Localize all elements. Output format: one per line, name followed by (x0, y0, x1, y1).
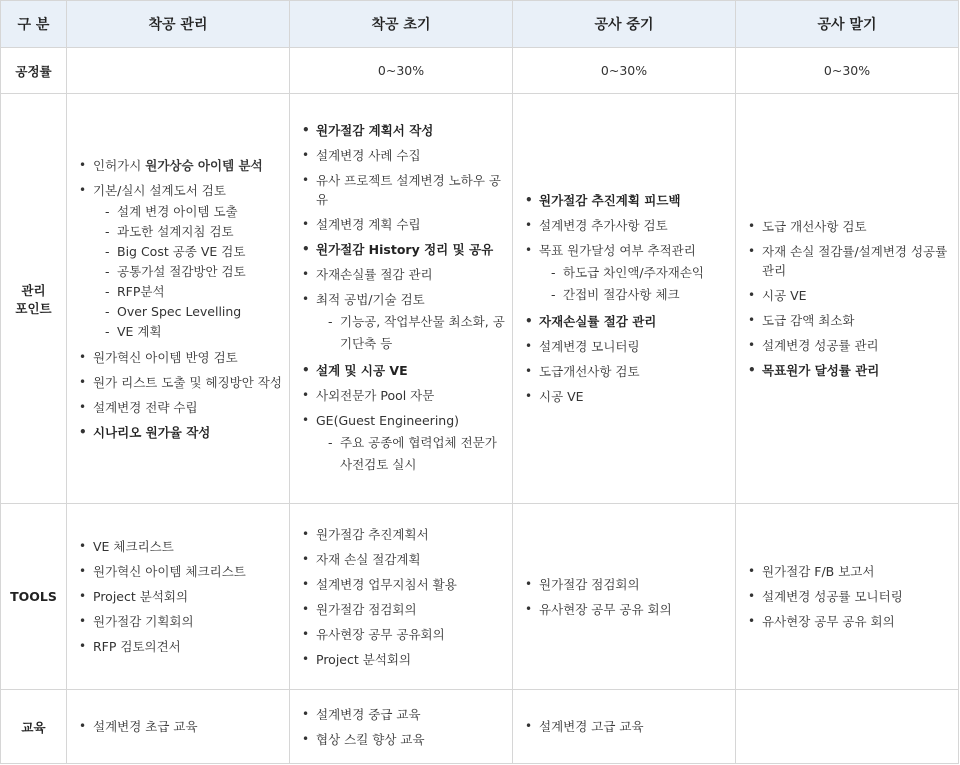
list-item: • 원가절감 F/B 보고서 (748, 562, 958, 581)
sub-list-item: - 설계 변경 아이템 도출 (105, 202, 289, 222)
education-phase1-list (67, 705, 289, 748)
list-item: • VE 체크리스트 (79, 537, 289, 556)
item-emphasis: 설계 및 시공 VE (316, 363, 408, 378)
education-phase2-list (290, 693, 512, 761)
education-phase4-list (736, 721, 958, 733)
progress-phase2: 0~30% (290, 48, 513, 94)
points-phase4-list (736, 205, 958, 392)
sub-list (539, 262, 735, 306)
list-item (525, 337, 735, 356)
list-item: • 설계변경 중급 교육 (302, 705, 512, 724)
list-item (748, 286, 958, 305)
header-row (1, 1, 959, 48)
list-item: • 자재 손실 절감계획 (302, 550, 512, 569)
list-item (302, 361, 512, 380)
list-item (79, 373, 289, 392)
item-text: 자재 손실 절감률/설계변경 성공률 관리 (762, 244, 948, 278)
list-item (302, 386, 512, 405)
item-text: 자재손실률 절감 관리 (316, 267, 433, 282)
progress-phase3: 0~30% (513, 48, 736, 94)
list-item (302, 290, 512, 355)
item-text: 시공 VE (539, 389, 584, 404)
tools-phase2 (290, 504, 513, 690)
list-item: • 원가혁신 아이템 체크리스트 (79, 562, 289, 581)
list-item: • 협상 스킬 향상 교육 (302, 730, 512, 749)
item-text: 설계변경 성공률 관리 (762, 338, 879, 353)
item-emphasis: 원가절감 계획서 작성 (316, 123, 434, 138)
points-label-line2: 포인트 (15, 300, 52, 316)
item-text: 도급 개선사항 검토 (762, 219, 867, 234)
list-item: • Project 분석회의 (302, 650, 512, 669)
item-emphasis: 목표원가 달성률 관리 (762, 363, 880, 378)
item-text: 원가혁신 아이템 반영 검토 (93, 349, 238, 365)
item-text: GE(Guest Engineering) (316, 413, 460, 428)
item-text: 최적 공법/기술 검토 (316, 292, 425, 307)
list-item (79, 398, 289, 417)
item-text: 설계변경 전략 수립 (93, 399, 198, 415)
education-phase3-list (513, 705, 735, 748)
list-item (302, 265, 512, 284)
item-text: 설계변경 계획 수립 (316, 217, 421, 232)
sub-list (316, 311, 512, 355)
header-phase-mid: 공사 중기 (513, 1, 736, 48)
item-emphasis: 자재손실률 절감 관리 (539, 314, 657, 329)
tools-phase1 (67, 504, 290, 690)
sub-list-item: - Big Cost 공종 VE 검토 (105, 242, 289, 262)
progress-row (1, 48, 959, 94)
education-phase4 (736, 690, 959, 764)
points-row-label (1, 94, 67, 504)
header-phase-late: 공사 말기 (736, 1, 959, 48)
list-item (302, 171, 512, 209)
sub-list-item: - VE 계획 (105, 322, 289, 342)
points-phase1 (67, 94, 290, 504)
list-item: • 설계변경 성공률 모니터링 (748, 587, 958, 606)
list-item (302, 121, 512, 140)
progress-row-label: 공정률 (1, 48, 67, 94)
sub-list-item: - 과도한 설계지침 검토 (105, 222, 289, 242)
list-item: • 설계변경 업무지침서 활용 (302, 575, 512, 594)
sub-list-item: - RFP분석 (105, 282, 289, 302)
list-item: • Project 분석회의 (79, 587, 289, 606)
education-phase2 (290, 690, 513, 764)
item-text: 기본/실시 설계도서 검토 (93, 182, 226, 198)
education-row-label: 교육 (1, 690, 67, 764)
points-phase3-list (513, 179, 735, 418)
list-item: • 유사현장 공무 공유 회의 (525, 600, 735, 619)
list-item: • RFP 검토의견서 (79, 637, 289, 656)
item-text: 원가 리스트 도출 및 헤징방안 작성 (93, 374, 282, 390)
tools-phase3-list (513, 563, 735, 631)
points-phase2 (290, 94, 513, 504)
list-item (748, 336, 958, 355)
list-item (302, 146, 512, 165)
list-item (79, 423, 289, 442)
item-text: 설계변경 사례 수집 (316, 148, 421, 163)
list-item (748, 311, 958, 330)
tools-phase3 (513, 504, 736, 690)
item-emphasis: 원가절감 History 정리 및 공유 (316, 242, 494, 257)
list-item: • 유사현장 공무 공유 회의 (748, 612, 958, 631)
points-phase1-list (67, 144, 289, 454)
list-item (525, 387, 735, 406)
list-item: • 유사현장 공무 공유회의 (302, 625, 512, 644)
item-text: 사외전문가 Pool 자문 (316, 388, 435, 403)
tools-phase1-list (67, 525, 289, 668)
item-text: 인허가시 (93, 157, 146, 173)
sub-list (316, 432, 512, 476)
points-phase2-list (290, 109, 512, 488)
list-item: • 원가절감 점검회의 (302, 600, 512, 619)
list-item (302, 215, 512, 234)
tools-phase4 (736, 504, 959, 690)
progress-phase1 (67, 48, 290, 94)
sub-list-item: - 주요 공종에 협력업체 전문가 사전검토 실시 (328, 432, 512, 476)
sub-list-item: - 기능공, 작업부산물 최소화, 공기단축 등 (328, 311, 512, 355)
list-item: • 설계변경 고급 교육 (525, 717, 735, 736)
list-item (302, 240, 512, 259)
list-item: • 원가절감 기획회의 (79, 612, 289, 631)
item-text: 설계변경 모니터링 (539, 339, 640, 354)
list-item (79, 156, 289, 175)
list-item (525, 191, 735, 210)
points-phase4 (736, 94, 959, 504)
sub-list-item: - Over Spec Levelling (105, 302, 289, 322)
points-label-line1: 관리 (21, 282, 46, 298)
header-category: 구 분 (1, 1, 67, 48)
list-item (525, 312, 735, 331)
education-row (1, 690, 959, 764)
item-emphasis: 원가상승 아이템 분석 (145, 157, 263, 173)
sub-list-item: - 간접비 절감사항 체크 (551, 284, 735, 306)
item-text: 목표 원가달성 여부 추적관리 (539, 243, 696, 258)
education-phase3 (513, 690, 736, 764)
education-phase1 (67, 690, 290, 764)
sub-list-item: - 공통가설 절감방안 검토 (105, 262, 289, 282)
list-item (748, 242, 958, 280)
tools-phase2-list (290, 513, 512, 681)
tools-row (1, 504, 959, 690)
list-item: • 원가절감 점검회의 (525, 575, 735, 594)
item-emphasis: 원가절감 추진계획 피드백 (539, 193, 681, 208)
list-item: • 설계변경 초급 교육 (79, 717, 289, 736)
header-phase-construction-management: 착공 관리 (67, 1, 290, 48)
item-text: 도급 감액 최소화 (762, 313, 855, 328)
list-item (525, 216, 735, 235)
item-text: 설계변경 추가사항 검토 (539, 218, 668, 233)
item-text: 시공 VE (762, 288, 807, 303)
item-text: 도급개선사항 검토 (539, 364, 640, 379)
list-item (302, 411, 512, 476)
item-emphasis: 시나리오 원가율 작성 (93, 424, 211, 440)
list-item (79, 348, 289, 367)
tools-row-label: TOOLS (1, 504, 67, 690)
points-row (1, 94, 959, 504)
item-text: 유사 프로젝트 설계변경 노하우 공유 (316, 173, 501, 207)
list-item (748, 217, 958, 236)
list-item (525, 362, 735, 381)
progress-phase4: 0~30% (736, 48, 959, 94)
list-item: • 원가절감 추진계획서 (302, 525, 512, 544)
list-item (748, 361, 958, 380)
list-item (79, 181, 289, 342)
sub-list (93, 202, 289, 342)
list-item (525, 241, 735, 306)
points-phase3 (513, 94, 736, 504)
header-phase-early: 착공 초기 (290, 1, 513, 48)
sub-list-item: - 하도급 차인액/주자재손익 (551, 262, 735, 284)
tools-phase4-list (736, 550, 958, 643)
